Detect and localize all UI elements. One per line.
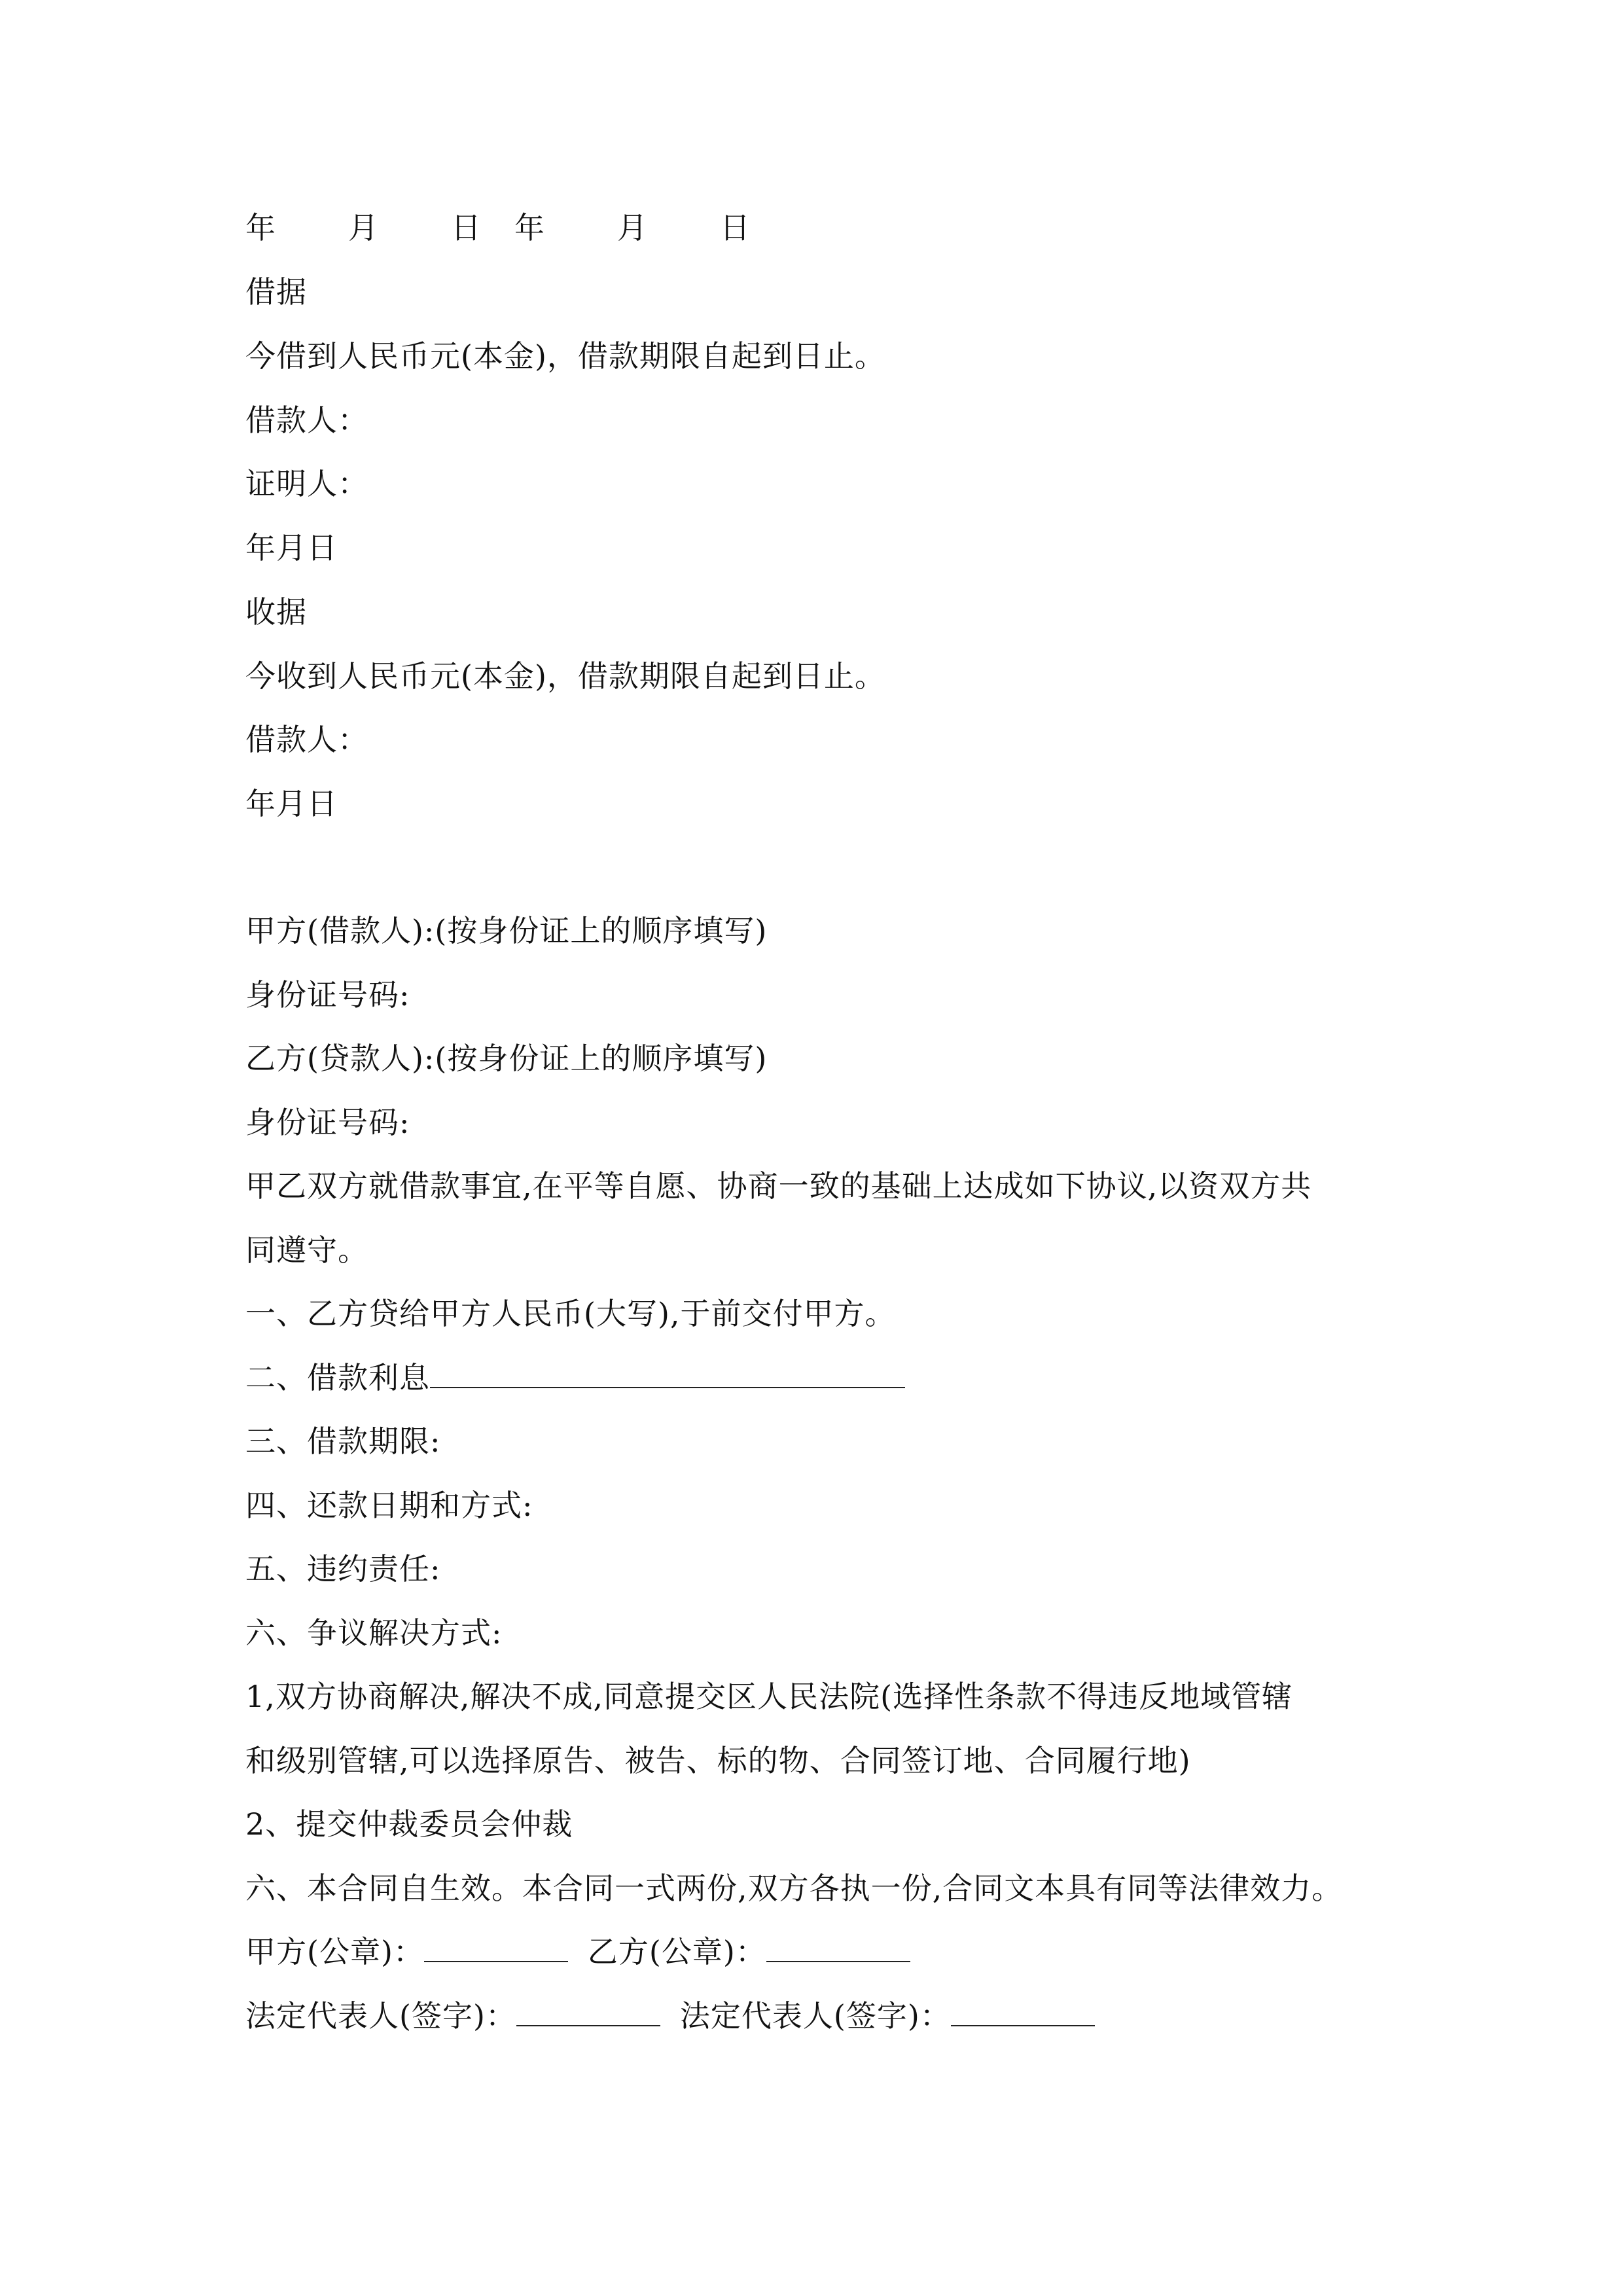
date-day-2: 日 [720,210,751,245]
seal-b-label: 乙方(公章)： [587,1934,766,1969]
clause-2 [245,1358,905,1397]
date-month-1: 月 [348,210,379,245]
receipt-date: 年月日 [245,786,338,821]
interest-blank [430,1358,905,1388]
clause-3: 三、借款期限: [245,1424,441,1459]
clause-6: 六、争议解决方式: [245,1615,503,1651]
option-2: 2、提交仲裁委员会仲裁 [245,1806,573,1842]
clause-1: 一、乙方贷给甲方人民币(大写),于前交付甲方。 [245,1296,896,1331]
date-day-1: 日 [451,210,482,245]
clause-5: 五、违约责任: [245,1551,441,1587]
receipt-text: 今收到人民币元(本金)，借款期限自起到日止。 [245,658,885,694]
iou-witness: 证明人： [245,466,368,501]
date-year-1: 年 [245,210,276,245]
clause-2-label: 二、借款利息 [245,1360,430,1395]
rep-a-blank [516,1996,660,2026]
iou-borrower: 借款人： [245,403,368,438]
date-row [245,208,751,247]
seal-a-label: 甲方(公章)： [245,1934,424,1969]
option-1-line-2: 和级别管辖,可以选择原告、被告、标的物、合同签订地、合同履行地) [245,1743,1191,1778]
rep-b-label: 法定代表人(签字)： [679,1998,951,2034]
clause-effect: 六、本合同自生效。本合同一式两份,双方各执一份,合同文本具有同等法律效力。 [245,1871,1343,1906]
option-1-line-1: 1,双方协商解决,解决不成,同意提交区人民法院(选择性条款不得违反地域管辖 [245,1679,1293,1714]
rep-b-blank [951,1996,1095,2026]
seal-b-blank [766,1932,910,1962]
receipt-title: 收据 [245,594,307,630]
iou-text: 今借到人民币元(本金)，借款期限自起到日止。 [245,338,885,374]
seal-row [245,1932,910,1971]
intro-line-2: 同遵守。 [245,1232,368,1268]
party-a: 甲方(借款人):(按身份证上的顺序填写) [245,913,768,948]
party-b: 乙方(贷款人):(按身份证上的顺序填写) [245,1041,768,1076]
party-b-id: 身份证号码: [245,1105,410,1140]
date-month-2: 月 [617,210,648,245]
party-a-id: 身份证号码: [245,977,410,1013]
seal-a-blank [424,1932,568,1962]
iou-date: 年月日 [245,530,338,565]
signature-row [245,1996,1095,2036]
receipt-borrower: 借款人： [245,722,368,757]
clause-4: 四、还款日期和方式: [245,1488,533,1523]
iou-title: 借据 [245,274,307,310]
rep-a-label: 法定代表人(签字)： [245,1998,516,2034]
intro-line-1: 甲乙双方就借款事宜,在平等自愿、协商一致的基础上达成如下协议,以资双方共 [245,1168,1312,1204]
date-year-2: 年 [514,210,545,245]
